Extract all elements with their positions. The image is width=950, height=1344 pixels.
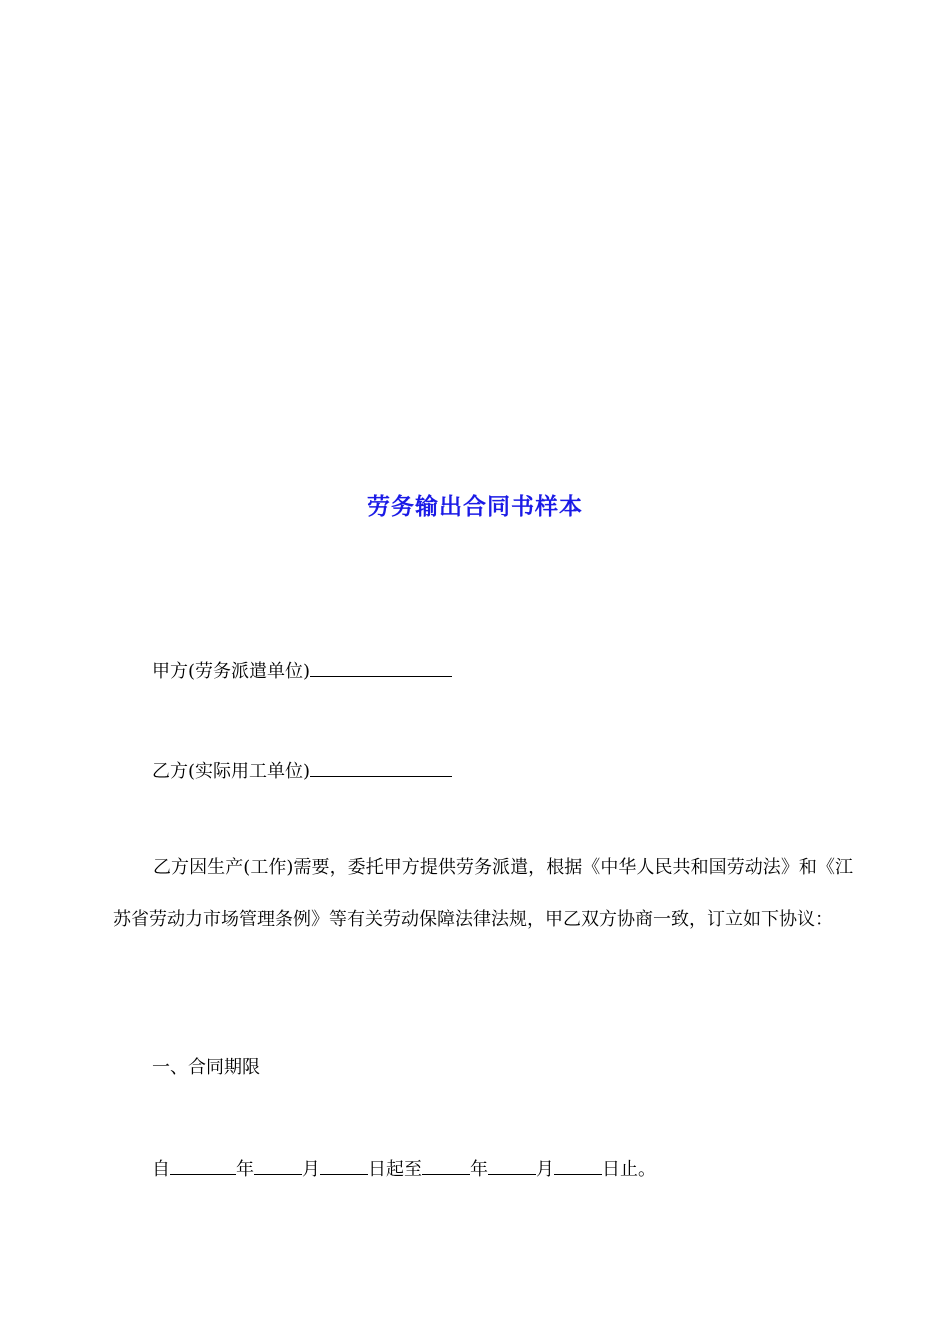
party-a-label: 甲方(劳务派遣单位) [152, 661, 311, 682]
party-b-label: 乙方(实际用工单位) [152, 761, 311, 782]
party-b-line [152, 758, 452, 784]
term-end-month-blank [488, 1156, 536, 1175]
document-title: 劳务输出合同书样本 [367, 494, 583, 520]
party-a-line [152, 658, 452, 684]
party-a-blank [310, 658, 452, 677]
term-month-2: 月 [536, 1159, 554, 1180]
term-start-year-blank [170, 1156, 236, 1175]
contract-term-line [152, 1156, 656, 1182]
term-end-day-blank [554, 1156, 602, 1175]
term-month-1: 月 [302, 1159, 320, 1180]
term-year-2: 年 [470, 1159, 488, 1180]
preamble-paragraph: 乙方因生产(工作)需要，委托甲方提供劳务派遣，根据《中华人民共和国劳动法》和《江苏省劳动力市场管理条例》等有关劳动保障法律法规，甲乙双方协商一致，订立如下协议： [113, 857, 853, 930]
term-from: 自 [152, 1159, 170, 1180]
term-start-month-blank [254, 1156, 302, 1175]
term-year-1: 年 [236, 1159, 254, 1180]
section-1-heading: 一、合同期限 [152, 1057, 260, 1078]
term-day-2: 日止。 [602, 1159, 656, 1180]
term-end-year-blank [422, 1156, 470, 1175]
party-b-blank [310, 758, 452, 777]
term-day-1: 日起至 [368, 1159, 422, 1180]
term-start-day-blank [320, 1156, 368, 1175]
